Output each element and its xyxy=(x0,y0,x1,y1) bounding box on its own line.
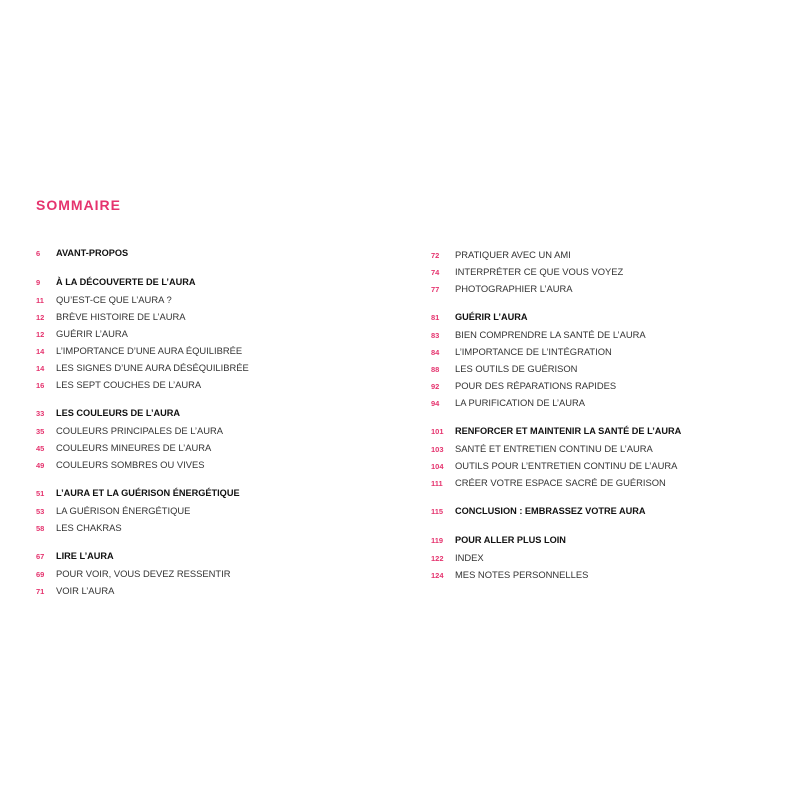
entry-title: INTERPRÉTER CE QUE VOUS VOYEZ xyxy=(455,266,624,277)
page-number: 53 xyxy=(36,507,45,516)
toc-section-heading xyxy=(431,423,781,440)
page-number: 69 xyxy=(36,570,45,579)
toc-entry xyxy=(36,422,406,439)
page-number: 45 xyxy=(36,444,45,453)
page-title: SOMMAIRE xyxy=(36,197,121,213)
page-number: 72 xyxy=(431,251,440,260)
toc-section-heading xyxy=(36,405,406,422)
entry-title: LA GUÉRISON ÉNERGÉTIQUE xyxy=(56,505,191,516)
page-number: 14 xyxy=(36,347,45,356)
toc-entry xyxy=(36,582,406,599)
entry-title: POUR DES RÉPARATIONS RAPIDES xyxy=(455,380,617,391)
page-number: 77 xyxy=(431,285,440,294)
section-title: L’AURA ET LA GUÉRISON ÉNERGÉTIQUE xyxy=(56,488,240,498)
entry-title: LES SIGNES D’UNE AURA DÉSÉQUILIBRÉE xyxy=(56,362,249,373)
toc-entry xyxy=(36,456,406,473)
toc-entry xyxy=(431,377,781,394)
section-title: À LA DÉCOUVERTE DE L’AURA xyxy=(56,277,196,287)
section-title: CONCLUSION : EMBRASSEZ VOTRE AURA xyxy=(455,506,646,516)
page-number: 58 xyxy=(36,524,45,533)
page-number: 122 xyxy=(431,554,444,563)
section-title: POUR ALLER PLUS LOIN xyxy=(455,535,566,545)
toc-entry xyxy=(36,359,406,376)
toc-column-left xyxy=(36,245,406,599)
toc-entry xyxy=(36,519,406,536)
entry-title: LA PURIFICATION DE L’AURA xyxy=(455,397,586,408)
entry-title: INDEX xyxy=(455,552,484,563)
section-title: GUÉRIR L’AURA xyxy=(455,312,528,322)
entry-title: PHOTOGRAPHIER L’AURA xyxy=(455,283,573,294)
toc-entry xyxy=(431,360,781,377)
page-number: 12 xyxy=(36,330,45,339)
toc-entry xyxy=(36,565,406,582)
entry-title: VOIR L’AURA xyxy=(56,585,115,596)
entry-title: BRÈVE HISTOIRE DE L’AURA xyxy=(56,311,186,322)
toc-entry xyxy=(431,246,781,263)
entry-title: LES CHAKRAS xyxy=(56,522,122,533)
section-title: LES COULEURS DE L’AURA xyxy=(56,408,181,418)
toc-entry xyxy=(36,291,406,308)
entry-title: LES OUTILS DE GUÉRISON xyxy=(455,363,578,374)
page-number: 12 xyxy=(36,313,45,322)
page-number: 115 xyxy=(431,507,444,516)
section-title: RENFORCER ET MAINTENIR LA SANTÉ DE L’AURA xyxy=(455,426,682,436)
entry-title: POUR VOIR, VOUS DEVEZ RESSENTIR xyxy=(56,568,231,579)
page-number: 51 xyxy=(36,489,45,498)
toc-entry xyxy=(431,280,781,297)
page-number: 119 xyxy=(431,536,444,545)
page-number: 6 xyxy=(36,249,41,258)
page-number: 84 xyxy=(431,348,440,357)
toc-entry xyxy=(431,394,781,411)
entry-title: L’IMPORTANCE D’UNE AURA ÉQUILIBRÉE xyxy=(56,345,243,356)
toc-entry xyxy=(36,342,406,359)
section-title: LIRE L’AURA xyxy=(56,551,114,561)
page-number: 103 xyxy=(431,445,444,454)
page-number: 14 xyxy=(36,364,45,373)
toc-section-heading xyxy=(431,503,781,520)
toc-entry xyxy=(431,566,781,583)
page-number: 71 xyxy=(36,587,45,596)
page-number: 74 xyxy=(431,268,440,277)
toc-section-heading xyxy=(36,485,406,502)
page-number: 101 xyxy=(431,427,444,436)
toc-entry xyxy=(36,376,406,393)
page-number: 35 xyxy=(36,427,45,436)
toc-section-heading xyxy=(36,245,406,262)
page-number: 83 xyxy=(431,331,440,340)
entry-title: PRATIQUER AVEC UN AMI xyxy=(455,249,571,260)
entry-title: BIEN COMPRENDRE LA SANTÉ DE L’AURA xyxy=(455,329,646,340)
page-number: 88 xyxy=(431,365,440,374)
toc-entry xyxy=(36,325,406,342)
entry-title: QU’EST-CE QUE L’AURA ? xyxy=(56,294,172,305)
entry-title: SANTÉ ET ENTRETIEN CONTINU DE L’AURA xyxy=(455,443,653,454)
entry-title: L’IMPORTANCE DE L’INTÉGRATION xyxy=(455,346,612,357)
page-number: 124 xyxy=(431,571,444,580)
toc-entry xyxy=(431,440,781,457)
toc-entry xyxy=(36,439,406,456)
toc-section-heading xyxy=(36,274,406,291)
toc-section-heading xyxy=(431,309,781,326)
toc-entry xyxy=(431,343,781,360)
entry-title: COULEURS SOMBRES OU VIVES xyxy=(56,459,205,470)
page-number: 111 xyxy=(431,479,443,488)
toc-entry xyxy=(36,308,406,325)
entry-title: COULEURS MINEURES DE L’AURA xyxy=(56,442,212,453)
entry-title: OUTILS POUR L’ENTRETIEN CONTINU DE L’AURA xyxy=(455,460,678,471)
page-number: 92 xyxy=(431,382,440,391)
page-number: 9 xyxy=(36,278,41,287)
page-number: 33 xyxy=(36,409,45,418)
toc-section-heading xyxy=(431,532,781,549)
entry-title: CRÉER VOTRE ESPACE SACRÉ DE GUÉRISON xyxy=(455,477,666,488)
entry-title: MES NOTES PERSONNELLES xyxy=(455,569,589,580)
entry-title: COULEURS PRINCIPALES DE L’AURA xyxy=(56,425,224,436)
toc-entry xyxy=(431,263,781,280)
toc-entry xyxy=(431,457,781,474)
toc-entry xyxy=(431,474,781,491)
toc-entry xyxy=(431,326,781,343)
page-number: 11 xyxy=(36,296,44,305)
page-number: 67 xyxy=(36,552,45,561)
page-number: 81 xyxy=(431,313,440,322)
toc-entry xyxy=(36,502,406,519)
toc-section-heading xyxy=(36,548,406,565)
page-number: 94 xyxy=(431,399,440,408)
section-title: AVANT-PROPOS xyxy=(56,248,129,258)
entry-title: LES SEPT COUCHES DE L’AURA xyxy=(56,379,202,390)
entry-title: GUÉRIR L’AURA xyxy=(56,328,128,339)
page-number: 49 xyxy=(36,461,45,470)
page-number: 104 xyxy=(431,462,444,471)
page-number: 16 xyxy=(36,381,45,390)
toc-column-right xyxy=(431,246,781,583)
toc-entry xyxy=(431,549,781,566)
